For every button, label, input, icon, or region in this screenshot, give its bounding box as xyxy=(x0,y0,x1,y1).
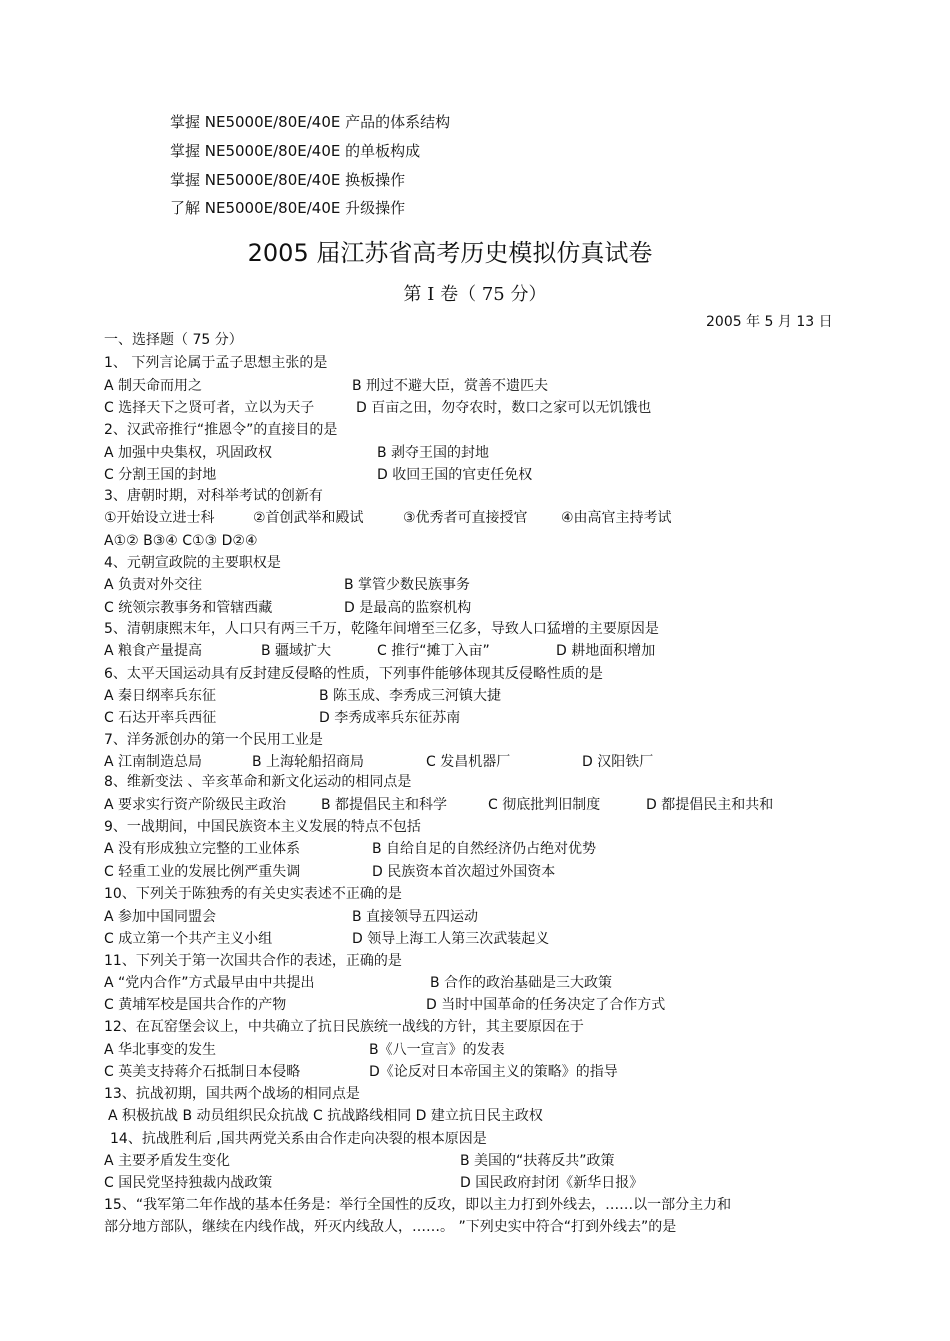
intro-line-2: 掌握 NE5000E/80E/40E 的单板构成 xyxy=(170,142,421,160)
section-heading: 一、选择题（ 75 分） xyxy=(104,332,243,348)
q5-option-d: D 耕地面积增加 xyxy=(556,643,656,659)
q8-option-d: D 都提倡民主和共和 xyxy=(646,797,774,813)
question-15-line-1: 15、“我军第二年作战的基本任务是：举行全国性的反攻，即以主力打到外线去，……以一部分主力和 xyxy=(104,1197,732,1213)
question-10: 10、下列关于陈独秀的有关史实表述不正确的是 xyxy=(104,886,402,902)
q1-option-d: D 百亩之田，勿夺农时，数口之家可以无饥饿也 xyxy=(356,400,652,416)
q4-option-c: C 统领宗教事务和管辖西藏 xyxy=(104,600,273,616)
question-14: 14、抗战胜利后 ,国共两党关系由合作走向决裂的根本原因是 xyxy=(110,1131,487,1147)
question-12: 12、在瓦窑堡会议上，中共确立了抗日民族统一战线的方针，其主要原因在于 xyxy=(104,1019,584,1035)
question-13: 13、抗战初期，国共两个战场的相同点是 xyxy=(104,1086,360,1102)
q2-option-d: D 收回王国的官吏任免权 xyxy=(377,467,533,483)
q9-option-d: D 民族资本首次超过外国资本 xyxy=(372,864,556,880)
q4-option-d: D 是最高的监察机构 xyxy=(344,600,472,616)
q7-option-d: D 汉阳铁厂 xyxy=(582,754,654,770)
q12-option-d: D《论反对日本帝国主义的策略》的指导 xyxy=(369,1064,618,1080)
q10-option-d: D 领导上海工人第三次武装起义 xyxy=(352,931,550,947)
q5-option-b: B 疆域扩大 xyxy=(261,643,332,659)
q7-option-c: C 发昌机器厂 xyxy=(426,754,511,770)
q2-option-b: B 剥夺王国的封地 xyxy=(377,445,490,461)
q11-option-c: C 黄埔军校是国共合作的产物 xyxy=(104,997,287,1013)
q6-option-d: D 李秀成率兵东征苏南 xyxy=(319,710,461,726)
exam-title: 2005 届江苏省高考历史模拟仿真试卷 xyxy=(247,239,653,267)
question-5: 5、清朝康熙末年，人口只有两三千万，乾隆年间增至三亿多，导致人口猛增的主要原因是 xyxy=(104,621,659,637)
q6-option-b: B 陈玉成、李秀成三河镇大捷 xyxy=(319,688,502,704)
q14-option-b: B 美国的“扶蒋反共”政策 xyxy=(460,1153,615,1169)
q8-option-c: C 彻底批判旧制度 xyxy=(488,797,601,813)
q5-option-a: A 粮食产量提高 xyxy=(104,643,203,659)
question-8: 8、维新变法 、辛亥革命和新文化运动的相同点是 xyxy=(104,774,412,790)
q9-option-b: B 自给自足的自然经济仍占绝对优势 xyxy=(372,841,597,857)
q12-option-b: B《八一宣言》的发表 xyxy=(369,1042,505,1058)
q5-option-c: C 推行“摊丁入亩” xyxy=(377,643,490,659)
q3-item-4: ④由高官主持考试 xyxy=(561,510,672,526)
question-6: 6、太平天国运动具有反封建反侵略的性质，下列事件能够体现其反侵略性质的是 xyxy=(104,666,603,682)
intro-line-1: 掌握 NE5000E/80E/40E 产品的体系结构 xyxy=(170,113,451,131)
q6-option-a: A 秦日纲率兵东征 xyxy=(104,688,217,704)
q1-option-c: C 选择天下之贤可者，立以为天子 xyxy=(104,400,315,416)
q11-option-a: A “党内合作”方式最早由中共提出 xyxy=(104,975,315,991)
question-7: 7、洋务派创办的第一个民用工业是 xyxy=(104,732,323,748)
q7-option-a: A 江南制造总局 xyxy=(104,754,203,770)
exam-date: 2005 年 5 月 13 日 xyxy=(706,314,833,330)
q3-item-2: ②首创武举和殿试 xyxy=(253,510,364,526)
q9-option-a: A 没有形成独立完整的工业体系 xyxy=(104,841,301,857)
q10-option-c: C 成立第一个共产主义小组 xyxy=(104,931,273,947)
question-2: 2、汉武帝推行“推恩令”的直接目的是 xyxy=(104,422,338,438)
exam-subtitle: 第 I 卷（ 75 分） xyxy=(403,284,547,305)
question-11: 11、下列关于第一次国共合作的表述，正确的是 xyxy=(104,953,402,969)
q4-option-b: B 掌管少数民族事务 xyxy=(344,577,471,593)
intro-line-4: 了解 NE5000E/80E/40E 升级操作 xyxy=(170,199,406,217)
q7-option-b: B 上海轮船招商局 xyxy=(252,754,365,770)
q8-option-a: A 要求实行资产阶级民主政治 xyxy=(104,797,287,813)
question-4: 4、元朝宣政院的主要职权是 xyxy=(104,555,281,571)
question-15-line-2: 部分地方部队，继续在内线作战，歼灭内线敌人，……。 ”下列史实中符合“打到外线去”的是 xyxy=(104,1219,677,1235)
q9-option-c: C 轻重工业的发展比例严重失调 xyxy=(104,864,301,880)
question-3: 3、唐朝时期，对科举考试的创新有 xyxy=(104,488,323,504)
q13-options: A 积极抗战 B 动员组织民众抗战 C 抗战路线相同 D 建立抗日民主政权 xyxy=(108,1108,543,1124)
q2-option-a: A 加强中央集权，巩固政权 xyxy=(104,445,273,461)
q3-item-1: ①开始设立进士科 xyxy=(104,510,215,526)
q3-answer-options: A①② B③④ C①③ D②④ xyxy=(104,533,258,549)
q14-option-d: D 国民政府封闭《新华日报》 xyxy=(460,1175,644,1191)
q12-option-c: C 英美支持蒋介石抵制日本侵略 xyxy=(104,1064,301,1080)
q11-option-b: B 合作的政治基础是三大政策 xyxy=(430,975,613,991)
q2-option-c: C 分割王国的封地 xyxy=(104,467,217,483)
q11-option-d: D 当时中国革命的任务决定了合作方式 xyxy=(426,997,666,1013)
q1-option-b: B 刑过不避大臣，赏善不遗匹夫 xyxy=(352,378,549,394)
q4-option-a: A 负责对外交往 xyxy=(104,577,203,593)
question-1: 1、 下列言论属于孟子思想主张的是 xyxy=(104,355,328,371)
intro-line-3: 掌握 NE5000E/80E/40E 换板操作 xyxy=(170,171,406,189)
q6-option-c: C 石达开率兵西征 xyxy=(104,710,217,726)
q3-item-3: ③优秀者可直接授官 xyxy=(403,510,528,526)
q1-option-a: A 制天命而用之 xyxy=(104,378,203,394)
q12-option-a: A 华北事变的发生 xyxy=(104,1042,217,1058)
question-9: 9、一战期间，中国民族资本主义发展的特点不包括 xyxy=(104,819,421,835)
q14-option-c: C 国民党坚持独裁内战政策 xyxy=(104,1175,273,1191)
q10-option-a: A 参加中国同盟会 xyxy=(104,909,217,925)
q8-option-b: B 都提倡民主和科学 xyxy=(321,797,448,813)
q10-option-b: B 直接领导五四运动 xyxy=(352,909,479,925)
q14-option-a: A 主要矛盾发生变化 xyxy=(104,1153,231,1169)
